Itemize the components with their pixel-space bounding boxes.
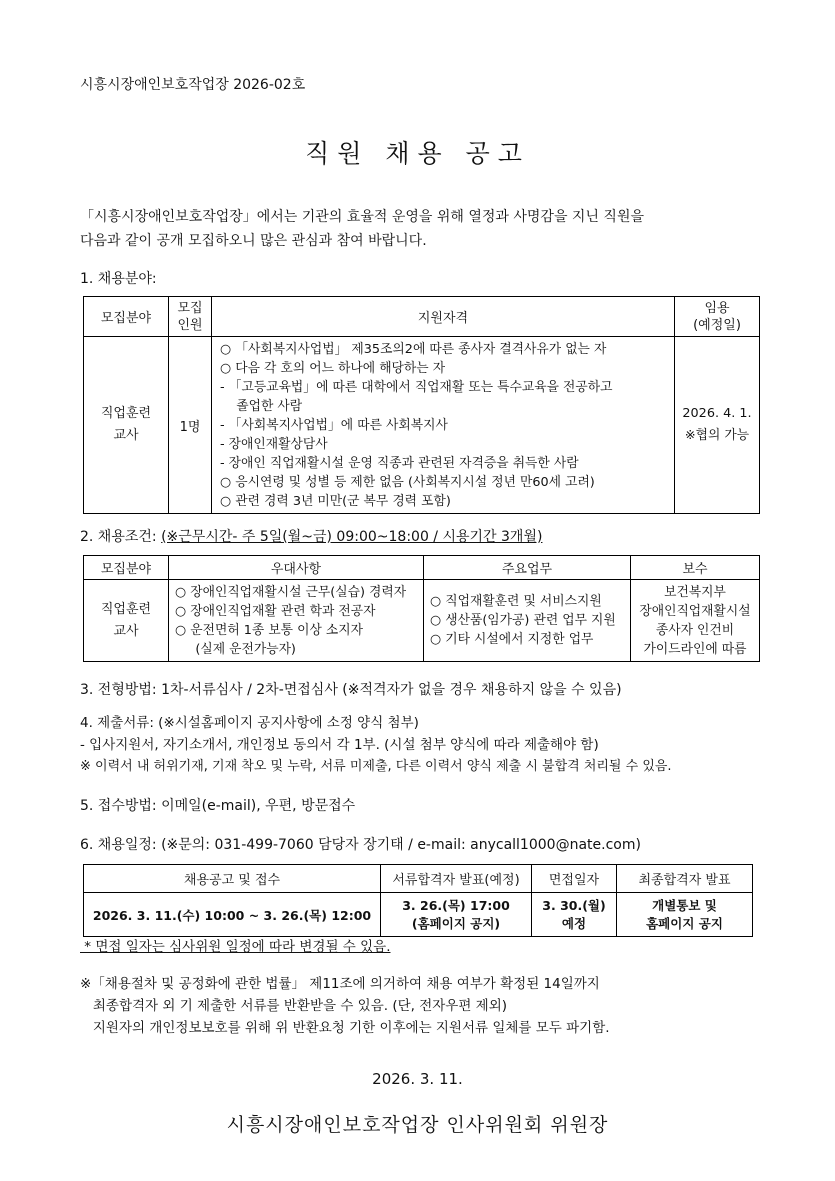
th-pay: 보수 bbox=[631, 556, 760, 580]
cell-field bbox=[84, 580, 169, 662]
cell-count: 1명 bbox=[169, 337, 212, 514]
preference-item: (실제 운전가능자) bbox=[175, 641, 296, 657]
qualification-item: ○ 응시연령 및 성별 등 제한 없음 (사회복지시설 정년 만60세 고려) bbox=[220, 474, 595, 490]
pay-line: 장애인직업재활시설 bbox=[639, 603, 751, 619]
section6-heading: 6. 채용일정: (※문의: 031-499-7060 담당자 장기태 / e-mail: anycall1000@nate.com) bbox=[80, 837, 641, 853]
th-doc-result: 서류합격자 발표(예정) bbox=[381, 865, 532, 893]
return-notice bbox=[80, 973, 610, 1039]
cell-preferences bbox=[169, 580, 424, 662]
preference-item: ○ 장애인직업재활 관련 학과 전공자 bbox=[175, 603, 376, 619]
qualification-item: - 「사회복지사업법」에 따른 사회복지사 bbox=[220, 417, 448, 433]
notice-line: 지원자의 개인정보보호를 위해 위 반환요청 기한 이후에는 지원서류 일체를 모두 파기함. bbox=[80, 1020, 610, 1036]
cell-doc-result bbox=[381, 893, 532, 937]
section2-heading bbox=[80, 526, 542, 546]
th-duties: 주요업무 bbox=[424, 556, 631, 580]
cell-interview bbox=[532, 893, 617, 937]
pay-line: 보건복지부 bbox=[664, 584, 726, 600]
cell-doc-result-line: (홈페이지 공지) bbox=[411, 915, 501, 931]
cell-field bbox=[84, 337, 169, 514]
th-count-line: 인원 bbox=[177, 317, 203, 333]
announcement-date: 2026. 3. 11. bbox=[372, 1070, 463, 1088]
document-number: 시흥시장애인보호작업장 2026-02호 bbox=[80, 77, 306, 93]
cell-appoint-line: 2026. 4. 1. bbox=[682, 406, 752, 421]
duty-item: ○ 생산품(임가공) 관련 업무 지원 bbox=[430, 613, 616, 628]
cell-field-line: 교사 bbox=[113, 623, 139, 639]
duty-item: ○ 기타 시설에서 지정한 업무 bbox=[430, 632, 594, 647]
preference-item: ○ 운전면허 1종 보통 이상 소지자 bbox=[175, 622, 363, 638]
signature: 시흥시장애인보호작업장 인사위원회 위원장 bbox=[226, 1114, 609, 1136]
cell-qualifications bbox=[212, 337, 675, 514]
section5-text: 5. 접수방법: 이메일(e-mail), 우편, 방문접수 bbox=[80, 798, 356, 814]
cell-interview-line: 예정 bbox=[561, 915, 587, 931]
notice-line: 최종합격자 외 기 제출한 서류를 반환받을 수 있음. (단, 전자우편 제외) bbox=[80, 998, 508, 1014]
cell-interview-line: 3. 30.(월) bbox=[542, 897, 606, 913]
section1-heading: 1. 채용분야: bbox=[80, 271, 157, 287]
section2-condition: (※근무시간- 주 5일(월~금) 09:00~18:00 / 시용기간 3개월) bbox=[161, 529, 543, 545]
cell-doc-result-line: 3. 26.(목) 17:00 bbox=[402, 897, 510, 913]
th-appoint-line: 임용 bbox=[704, 300, 730, 316]
recruitment-field-table bbox=[83, 296, 760, 514]
preference-item: ○ 장애인직업재활시설 근무(실습) 경력자 bbox=[175, 584, 407, 600]
cell-pay bbox=[631, 580, 760, 662]
duty-item: ○ 직업재활훈련 및 서비스지원 bbox=[430, 594, 602, 609]
th-final: 최종합격자 발표 bbox=[617, 865, 753, 893]
qualification-item: - 장애인재활상담사 bbox=[220, 436, 328, 452]
th-field: 모집분야 bbox=[84, 297, 169, 337]
th-appoint-line: (예정일) bbox=[693, 317, 741, 333]
th-count-line: 모집 bbox=[177, 300, 203, 316]
condition-table bbox=[83, 555, 760, 662]
qualification-item: 졸업한 사람 bbox=[220, 398, 303, 414]
cell-appoint-line: ※협의 가능 bbox=[684, 428, 750, 443]
notice-line: ※「채용절차 및 공정화에 관한 법률」 제11조에 의거하여 채용 여부가 확정된 14일까지 bbox=[80, 976, 600, 992]
cell-duties bbox=[424, 580, 631, 662]
cell-final-line: 개별통보 및 bbox=[652, 897, 717, 913]
cell-announce: 2026. 3. 11.(수) 10:00 ~ 3. 26.(목) 12:00 bbox=[84, 893, 381, 937]
th-preference: 우대사항 bbox=[169, 556, 424, 580]
th-appoint bbox=[675, 297, 760, 337]
intro-line: 다음과 같이 공개 모집하오니 많은 관심과 참여 바랍니다. bbox=[80, 233, 427, 249]
schedule-table bbox=[83, 864, 753, 937]
cell-field-line: 교사 bbox=[113, 428, 139, 443]
page-title: 직원 채용 공고 bbox=[305, 139, 530, 168]
intro-line: 「시흥시장애인보호작업장」에서는 기관의 효율적 운영을 위해 열정과 사명감을 지닌 직원을 bbox=[80, 209, 644, 225]
pay-line: 가이드라인에 따름 bbox=[643, 641, 747, 657]
qualification-item: - 「고등교육법」에 따른 대학에서 직업재활 또는 특수교육을 전공하고 bbox=[220, 379, 613, 395]
th-announce: 채용공고 및 접수 bbox=[84, 865, 381, 893]
qualification-item: ○ 관련 경력 3년 미만(군 복무 경력 포함) bbox=[220, 493, 451, 509]
th-interview: 면접일자 bbox=[532, 865, 617, 893]
section2-label: 2. 채용조건: bbox=[80, 529, 162, 545]
qualification-item: ○ 다음 각 호의 어느 하나에 해당하는 자 bbox=[220, 360, 446, 376]
th-field: 모집분야 bbox=[84, 556, 169, 580]
cell-final bbox=[617, 893, 753, 937]
cell-field-line: 직업훈련 bbox=[100, 406, 152, 421]
section3-text: 3. 전형방법: 1차-서류심사 / 2차-면접심사 (※적격자가 없을 경우 채용하지 않을 수 있음) bbox=[80, 682, 622, 698]
section4 bbox=[80, 712, 672, 778]
qualification-item: ○ 「사회복지사업법」 제35조의2에 따른 종사자 결격사유가 없는 자 bbox=[220, 341, 607, 357]
cell-field-line: 직업훈련 bbox=[100, 601, 152, 617]
intro-paragraph bbox=[80, 205, 644, 253]
section4-line: 4. 제출서류: (※시설홈페이지 공지사항에 소정 양식 첨부) bbox=[80, 715, 419, 731]
section4-line: - 입사지원서, 자기소개서, 개인정보 동의서 각 1부. (시설 첨부 양식에 따라 제출해야 함) bbox=[80, 737, 599, 753]
section4-line: ※ 이력서 내 허위기재, 기재 착오 및 누락, 서류 미제출, 다른 이력서 양식 제출 시 불합격 처리될 수 있음. bbox=[80, 759, 672, 774]
qualification-item: - 장애인 직업재활시설 운영 직종과 관련된 자격증을 취득한 사람 bbox=[220, 455, 579, 471]
cell-final-line: 홈페이지 공지 bbox=[646, 915, 723, 931]
cell-appoint bbox=[675, 337, 760, 514]
pay-line: 종사자 인건비 bbox=[655, 622, 735, 638]
schedule-footnote: * 면접 일자는 심사위원 일정에 따라 변경될 수 있음. bbox=[80, 939, 391, 955]
th-qualification: 지원자격 bbox=[212, 297, 675, 337]
th-count bbox=[169, 297, 212, 337]
